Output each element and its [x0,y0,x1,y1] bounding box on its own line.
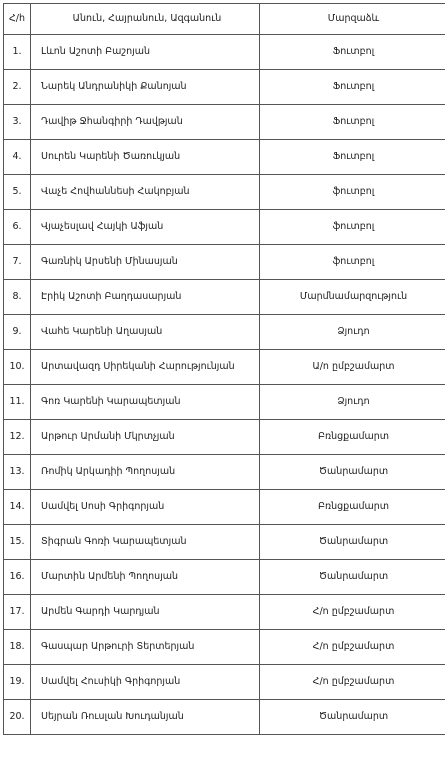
table-row [4,385,445,420]
row-number: 19. [4,665,31,700]
row-sport: Բռնցքամարտ [260,420,445,455]
row-full-name: Սամվել Սոսի Գրիգորյան [31,490,260,525]
row-number: 1. [4,35,31,70]
row-number: 10. [4,350,31,385]
row-sport: ֆուտբոլ [260,245,445,280]
row-full-name: Ռոմիկ Արկադիի Պողոսյան [31,455,260,490]
table-row [4,315,445,350]
row-full-name: Տիգրան Գոռի Կարապետյան [31,525,260,560]
row-number: 5. [4,175,31,210]
row-sport: Ծանրամարտ [260,560,445,595]
row-sport: Ձյուդո [260,385,445,420]
table-row [4,665,445,700]
table-row [4,210,445,245]
table-row [4,700,445,735]
row-full-name: Արտավազդ Սիրեկանի Հարությունյան [31,350,260,385]
table-row [4,245,445,280]
athletes-table-container [3,3,445,735]
table-row [4,105,445,140]
row-full-name: Մարտին Արմենի Պողոսյան [31,560,260,595]
table-row [4,35,445,70]
row-sport: Ֆուտբոլ [260,70,445,105]
table-row [4,280,445,315]
row-sport: Ա/ո ըմբշամարտ [260,350,445,385]
row-sport: Ծանրամարտ [260,525,445,560]
row-number: 3. [4,105,31,140]
row-number: 8. [4,280,31,315]
row-full-name: Վաչե Հովհաննեսի Հակոբյան [31,175,260,210]
table-row [4,525,445,560]
table-row [4,560,445,595]
row-number: 12. [4,420,31,455]
table-header-row [4,4,445,35]
row-full-name: Գասպար Արթուրի Տերտերյան [31,630,260,665]
row-number: 17. [4,595,31,630]
row-sport: Հ/ո ըմբշամարտ [260,630,445,665]
row-full-name: Վյաչեսլավ Հայկի Աֆյան [31,210,260,245]
row-sport: ֆուտբոլ [260,210,445,245]
row-sport: Հ/ո ըմբշամարտ [260,595,445,630]
row-full-name: Սամվել Հուսիկի Գրիգորյան [31,665,260,700]
row-number: 18. [4,630,31,665]
row-sport: ֆուտբոլ [260,175,445,210]
row-full-name: Գառնիկ Արսենի Մինասյան [31,245,260,280]
table-row [4,350,445,385]
row-sport: Մարմնամարզություն [260,280,445,315]
row-full-name: Սուրեն Կարենի Ծառուկյան [31,140,260,175]
row-number: 4. [4,140,31,175]
row-number: 6. [4,210,31,245]
row-number: 20. [4,700,31,735]
row-full-name: Դավիթ Ջհանգիրի Դավթյան [31,105,260,140]
row-full-name: Արթուր Արմանի Մկրտչյան [31,420,260,455]
row-number: 9. [4,315,31,350]
row-sport: Ֆուտբոլ [260,140,445,175]
table-body [4,35,445,735]
table-row [4,70,445,105]
row-sport: Ձյուդո [260,315,445,350]
table-row [4,420,445,455]
row-sport: Ծանրամարտ [260,700,445,735]
row-number: 13. [4,455,31,490]
row-sport: Ֆուտբոլ [260,35,445,70]
row-sport: Ֆուտբոլ [260,105,445,140]
athletes-table [3,3,445,735]
row-number: 14. [4,490,31,525]
row-full-name: Արմեն Գարդի Կարդյան [31,595,260,630]
table-row [4,140,445,175]
table-row [4,490,445,525]
row-number: 2. [4,70,31,105]
row-number: 16. [4,560,31,595]
row-full-name: Գոռ Կարենի Կարապետյան [31,385,260,420]
table-row [4,595,445,630]
table-row [4,455,445,490]
table-row [4,630,445,665]
header-sport: Մարզաձև [260,4,445,35]
row-number: 7. [4,245,31,280]
row-full-name: Սեյրան Ռուսլան Խուդանյան [31,700,260,735]
row-sport: Հ/ո ըմբշամարտ [260,665,445,700]
table-row [4,175,445,210]
header-number: Հ/հ [4,4,31,35]
row-full-name: Նարեկ Անդրանիկի Քանոյան [31,70,260,105]
row-number: 15. [4,525,31,560]
row-number: 11. [4,385,31,420]
row-full-name: Վահե Կարենի Աղասյան [31,315,260,350]
row-full-name: Լևոն Աշոտի Բաշոյան [31,35,260,70]
row-full-name: Էրիկ Աշոտի Բաղդասարյան [31,280,260,315]
row-sport: Ծանրամարտ [260,455,445,490]
header-full-name: Անուն, Հայրանուն, Ազգանուն [31,4,260,35]
row-sport: Բռնցքամարտ [260,490,445,525]
